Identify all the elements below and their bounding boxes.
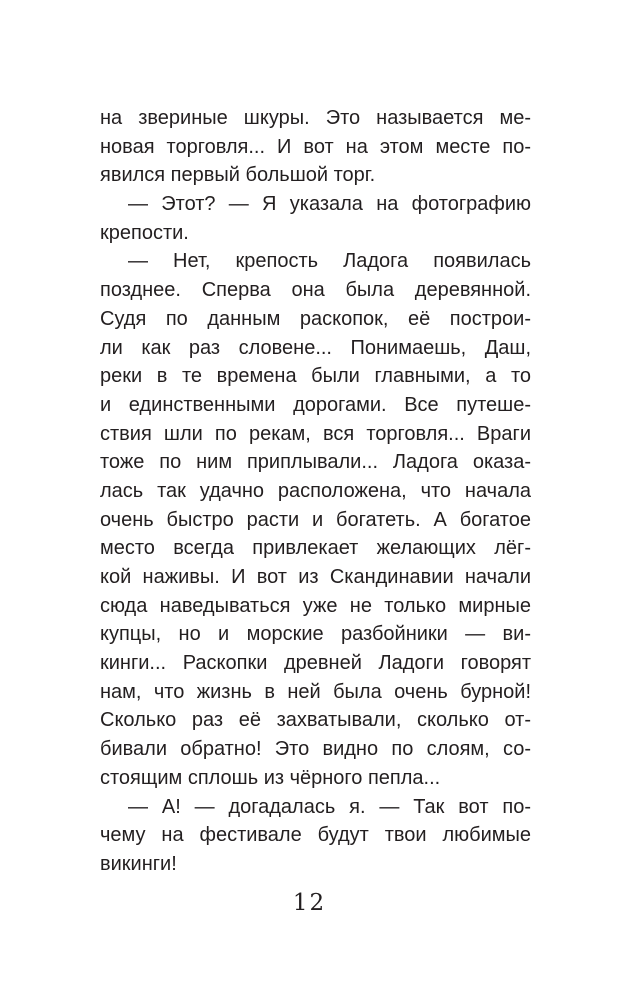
- text-line: нам, что жизнь в ней была очень бурной!: [100, 680, 531, 703]
- text-line: бивали обратно! Это видно по слоям, со-: [100, 738, 531, 761]
- text-line: на звериные шкуры. Это называется ме-: [100, 107, 531, 129]
- text-line: ствия шли по рекам, вся торговля... Враги: [100, 422, 531, 445]
- text-line: Судя по данным раскопок, её построи-: [100, 307, 531, 330]
- text-line: купцы, но и морские разбойники — ви-: [100, 623, 531, 646]
- text-line: явился первый большой торг.: [100, 164, 376, 187]
- text-line: позднее. Сперва она была деревянной.: [100, 279, 531, 302]
- text-line: реки в те времена были главными, а то: [100, 365, 531, 388]
- text-line: тоже по ним приплывали... Ладога оказа-: [100, 451, 531, 474]
- text-line: кинги... Раскопки древней Ладоги говорят: [100, 652, 531, 675]
- text-line: место всегда привлекает желающих лёг-: [100, 537, 531, 560]
- text-line: чему на фестивале будут твои любимые: [100, 824, 531, 847]
- text-line: — Этот? — Я указала на фотографию: [128, 193, 531, 216]
- text-line: и единственными дорогами. Все путеше-: [100, 393, 531, 416]
- text-line: очень быстро расти и богатеть. А богатое: [100, 508, 531, 531]
- text-line: викинги!: [100, 852, 177, 875]
- text-line: новая торговля... И вот на этом месте по-: [100, 135, 531, 158]
- text-line: — Нет, крепость Ладога появилась: [128, 250, 531, 273]
- text-line: стоящим сплошь из чёрного пепла...: [100, 766, 441, 789]
- text-line: кой наживы. И вот из Скандинавии начали: [100, 566, 531, 588]
- text-line: крепости.: [100, 221, 189, 244]
- text-line: сюда наведываться уже не только мирные: [100, 594, 531, 617]
- text-line: лась так удачно расположена, что начала: [100, 479, 531, 502]
- text-line: Сколько раз её захватывали, сколько от-: [100, 709, 531, 732]
- page-number: 12: [292, 890, 327, 916]
- text-line: — А! — догадалась я. — Так вот по-: [128, 795, 531, 818]
- text-line: ли как раз словене... Понимаешь, Даш,: [100, 336, 531, 359]
- body-text: [100, 104, 531, 879]
